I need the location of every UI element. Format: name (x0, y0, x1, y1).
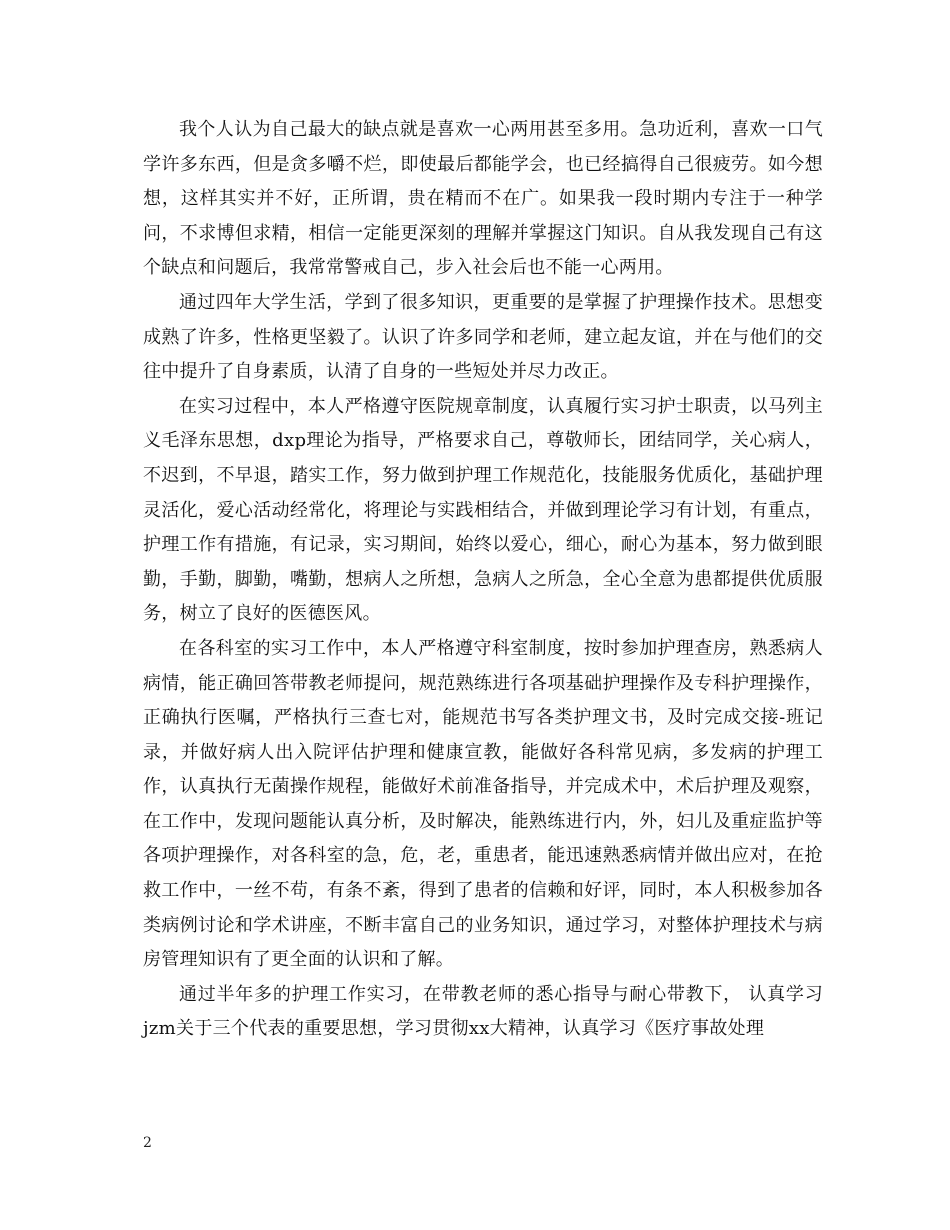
paragraph-department-work: 在各科室的实习工作中，本人严格遵守科室制度，按时参加护理查房，熟悉病人病情，能正确回答带教老师提问，规范熟练进行各项基础护理操作及专科护理操作，正确执行医嘱，严格执行三查七对，能规范书写各类护理文书，及时完成交接-班记录，并做好病人出入院评估护理和健康宣教，能做好各科常见病，多发病的护理工作，认真执行无菌操作规程，能做好术前准备指导，并完成术中，术后护理及观察，在工作中，发现问题能认真分析，及时解决，能熟练进行内，外，妇儿及重症监护等各项护理操作，对各科室的急，危，老，重患者，能迅速熟悉病情并做出应对，在抢救工作中，一丝不苟，有条不紊，得到了患者的信赖和好评，同时，本人积极参加各类病例讨论和学术讲座，不断丰富自己的业务知识，通过学习，对整体护理技术与病房管理知识有了更全面的认识和了解。 (143, 637, 823, 971)
body-text (143, 113, 823, 1047)
paragraph-half-year-internship: 通过半年多的护理工作实习，在带教老师的悉心指导与耐心带教下， 认真学习jzm关于三个代表的重要思想，学习贯彻xx大精神，认真学习《医疗事故处理 (143, 983, 823, 1040)
page-number: 2 (143, 1135, 152, 1151)
paragraph-internship-conduct: 在实习过程中，本人严格遵守医院规章制度，认真履行实习护士职责，以马列主义毛泽东思想，dxp理论为指导，严格要求自己，尊敬师长，团结同学，关心病人，不迟到，不早退，踏实工作，努力做到护理工作规范化，技能服务优质化，基础护理灵活化，爱心活动经常化，将理论与实践相结合，并做到理论学习有计划，有重点，护理工作有措施，有记录，实习期间，始终以爱心，细心，耐心为基本，努力做到眼勤，手勤，脚勤，嘴勤，想病人之所想，急病人之所急，全心全意为患都提供优质服务，树立了良好的医德医风。 (143, 395, 823, 625)
paragraph-university-life: 通过四年大学生活，学到了很多知识，更重要的是掌握了护理操作技术。思想变成熟了许多，性格更坚毅了。认识了许多同学和老师，建立起友谊，并在与他们的交往中提升了自身素质，认清了自身的一些短处并尽力改正。 (143, 291, 823, 383)
paragraph-shortcoming: 我个人认为自己最大的缺点就是喜欢一心两用甚至多用。急功近利，喜欢一口气学许多东西，但是贪多嚼不烂，即使最后都能学会，也已经搞得自己很疲劳。如今想想，这样其实并不好，正所谓，贵在精而不在广。如果我一段时期内专注于一种学问，不求博但求精，相信一定能更深刻的理解并掌握这门知识。自从我发现自己有这个缺点和问题后，我常常警戒自己，步入社会后也不能一心两用。 (143, 119, 823, 279)
